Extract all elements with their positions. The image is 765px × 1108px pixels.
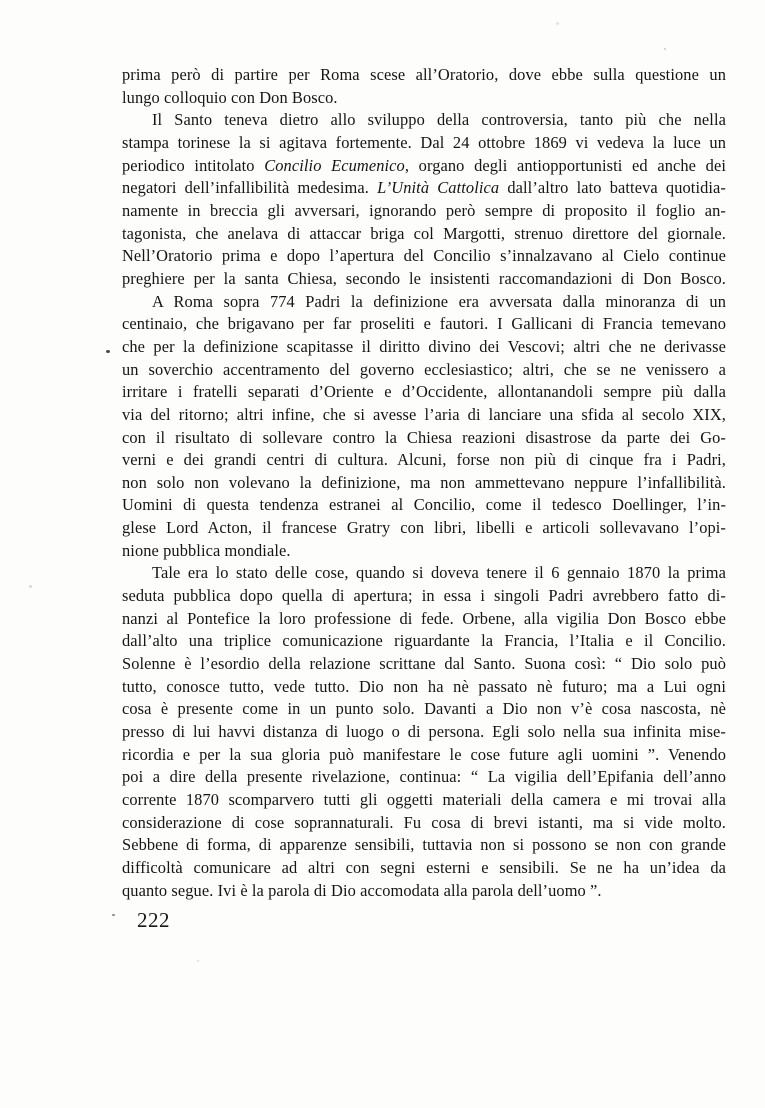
text-line	[122, 766, 726, 789]
text-line	[122, 313, 726, 336]
text-segment: difficoltà comunicare ad altri con segni esterni e sensibili. Se ne ha un’idea da	[122, 857, 726, 877]
scan-speck	[197, 960, 199, 962]
scan-speck	[112, 914, 115, 916]
text-line	[122, 789, 726, 812]
text-line	[122, 245, 726, 268]
page-number: 222	[137, 908, 170, 932]
text-segment: ricordia e per la sua gloria può manifestare le cose future agli uomini ”. Venendo	[122, 744, 726, 764]
text-line	[122, 744, 726, 767]
text-line	[122, 698, 726, 721]
text-line	[122, 359, 726, 382]
text-block	[122, 64, 726, 902]
text-segment: che per la definizione scapitasse il diritto divino dei Vescovi; altri che ne derivasse	[122, 336, 726, 356]
text-segment: Il Santo teneva dietro allo sviluppo della controversia, tanto più che nella	[152, 110, 726, 130]
text-line	[122, 404, 726, 427]
text-line	[122, 653, 726, 676]
text-segment: A Roma sopra 774 Padri la definizione era avversata dalla minoranza di un	[152, 291, 726, 311]
text-segment: tagonista, che anelava di attaccar briga col Margotti, strenuo direttore del giornale.	[122, 223, 726, 243]
text-segment: Nell’Oratorio prima e dopo l’apertura del Concilio s’innalzavano al Cielo continue	[122, 246, 726, 266]
text-segment: seduta pubblica dopo quella di apertura; in essa i singoli Padri avrebbero fatto di-	[122, 586, 726, 606]
text-segment: non solo non volevano la definizione, ma non ammettevano neppure l’infallibilità.	[122, 472, 726, 492]
text-segment: verni e dei grandi centri di cultura. Alcuni, forse non più di cinque fra i Padri,	[122, 450, 726, 470]
text-line	[122, 812, 726, 835]
text-segment: tutto, conosce tutto, vede tutto. Dio non ha nè passato nè futuro; ma a Lui ogni	[122, 676, 726, 696]
text-segment: Uomini di questa tendenza estranei al Concilio, come il tedesco Doellinger, l’in-	[122, 495, 726, 515]
text-segment: namente in breccia gli avversari, ignorando però sempre di proposito il foglio an-	[122, 200, 726, 220]
text-line	[122, 449, 726, 472]
text-segment: corrente 1870 scomparvero tutti gli oggetti materiali della camera e mi trovai alla	[122, 790, 726, 809]
text-line	[122, 200, 726, 223]
text-segment: poi a dire della presente rivelazione, continua: “ La vigilia dell’Epifania dell’anno	[122, 767, 726, 787]
text-line	[122, 427, 726, 450]
text-line	[122, 64, 726, 87]
text-segment: stampa torinese la si agitava fortemente. Dal 24 ottobre 1869 vi vedeva la luce un	[122, 132, 726, 152]
text-line	[122, 880, 726, 903]
text-line	[122, 223, 726, 246]
text-segment: , organo degli antiopportunisti ed anche dei	[404, 155, 726, 175]
text-line	[122, 381, 726, 404]
text-segment: cosa è presente come in un punto solo. Davanti a Dio non v’è cosa nascosta, nè	[122, 699, 726, 719]
text-segment: presso di lui havvi distanza di luogo o di persona. Egli solo nella sua infinita mise-	[122, 722, 726, 742]
text-line	[122, 676, 726, 699]
text-line	[122, 268, 726, 291]
scan-speck	[106, 350, 110, 353]
scan-speck	[556, 22, 559, 25]
text-line	[122, 87, 726, 110]
text-segment: centinaio, che brigavano per far proseliti e fautori. I Gallicani di Francia temevano	[122, 314, 726, 334]
scan-speck	[29, 585, 32, 588]
text-line	[122, 834, 726, 857]
text-segment: nanzi al Pontefice la loro professione di fede. Orbene, alla vigilia Don Bosco ebbe	[122, 608, 726, 628]
scan-speck	[664, 48, 666, 50]
text-segment: via del ritorno; altri infine, che si avesse l’aria di lanciare una sfida al secolo XIX,	[122, 404, 726, 424]
text-line	[122, 857, 726, 880]
text-line	[122, 291, 726, 314]
text-line	[122, 721, 726, 744]
italic-text: L’Unità Cattolica	[377, 178, 500, 198]
text-segment: prima però di partire per Roma scese all’Oratorio, dove ebbe sulla questione un	[122, 65, 726, 84]
text-line	[122, 155, 726, 178]
text-segment: lungo colloquio con Don Bosco.	[122, 87, 338, 107]
text-line	[122, 517, 726, 540]
text-segment: negatori dell’infallibilità medesima.	[122, 178, 378, 198]
text-segment: quanto segue. Ivi è la parola di Dio accomodata alla parola dell’uomo ”.	[122, 880, 602, 900]
text-segment: con il risultato di sollevare contro la Chiesa reazioni disastrose da parte dei Go-	[122, 427, 726, 447]
text-segment: nione pubblica mondiale.	[122, 540, 291, 560]
italic-text: Concilio Ecumenico	[264, 155, 405, 175]
text-line	[122, 132, 726, 155]
text-line	[122, 608, 726, 631]
text-line	[122, 109, 726, 132]
text-line	[122, 630, 726, 653]
text-line	[122, 562, 726, 585]
text-segment: Sebbene di forma, di apparenze sensibili, tuttavia non si possono se non con grande	[122, 835, 726, 855]
text-line	[122, 494, 726, 517]
text-segment: un soverchio accentramento del governo ecclesiastico; altri, che se ne venissero a	[122, 359, 726, 379]
text-segment: Solenne è l’esordio della relazione scrittane dal Santo. Suona così: “ Dio solo può	[122, 654, 726, 674]
text-segment: dall’alto una triplice comunicazione riguardante la Francia, l’Italia e il Concilio.	[122, 631, 726, 651]
text-segment: preghiere per la santa Chiesa, secondo le insistenti raccomandazioni di Don Bosco.	[122, 268, 726, 288]
text-segment: Tale era lo stato delle cose, quando si doveva tenere il 6 gennaio 1870 la prima	[152, 563, 726, 583]
text-line	[122, 336, 726, 359]
text-segment: dall’altro lato batteva quotidia-	[499, 178, 726, 198]
text-line	[122, 585, 726, 608]
text-segment: irritare i fratelli separati d’Oriente e d’Occidente, allontanandoli sempre più dalla	[122, 382, 726, 402]
text-line	[122, 540, 726, 563]
text-segment: considerazione di cose soprannaturali. Fu cosa di brevi istanti, ma si vide molto.	[122, 812, 726, 832]
text-segment: periodico intitolato	[122, 155, 265, 175]
text-line	[122, 472, 726, 495]
text-segment: glese Lord Acton, il francese Gratry con libri, libelli e articoli sollevavano l’opi-	[122, 518, 726, 538]
text-line	[122, 177, 726, 200]
